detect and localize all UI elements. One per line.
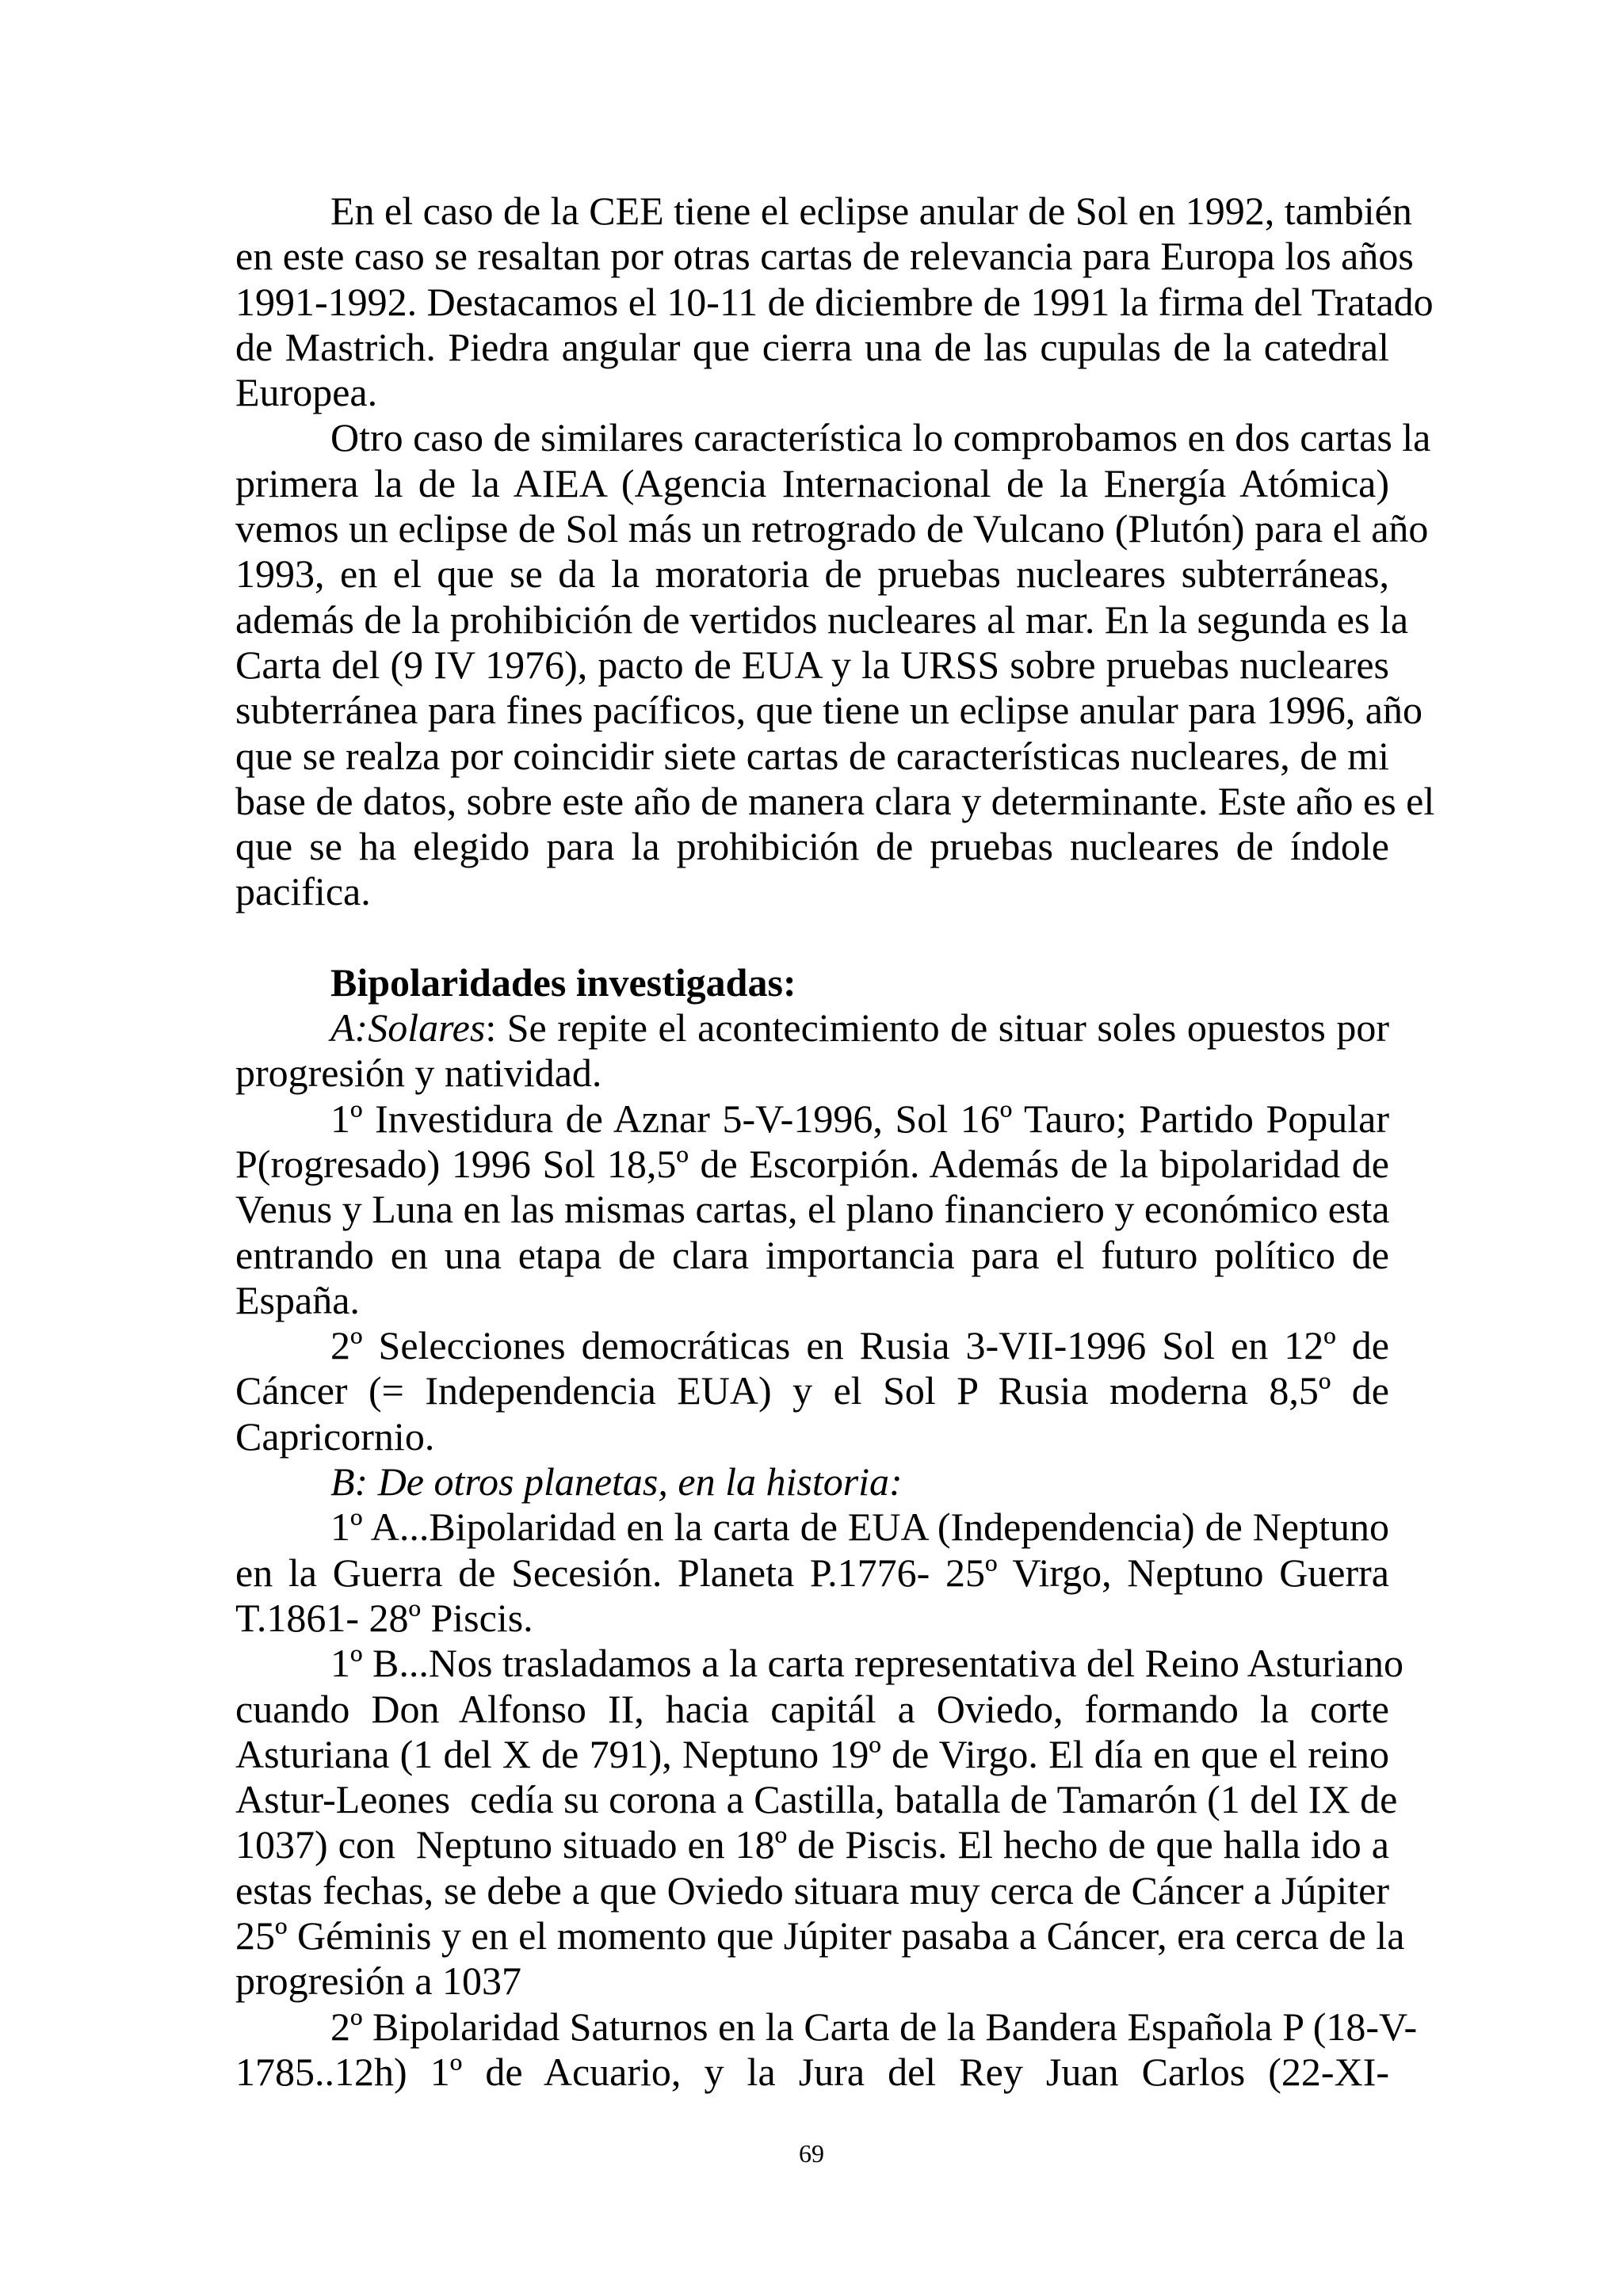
text-line: 1º B...Nos trasladamos a la carta representativa del Reino Asturiano bbox=[330, 1641, 1403, 1686]
text-segment: : Se repite el acontecimiento de situar soles opuestos por bbox=[485, 1005, 1389, 1051]
text-line: además de la prohibición de vertidos nucleares al mar. En la segunda es la bbox=[235, 597, 1409, 642]
text-line: Asturiana (1 del X de 791), Neptuno 19º de Virgo. El día en que el reino bbox=[235, 1731, 1389, 1776]
text-line: primera la de la AIEA (Agencia Internacional de la Energía Atómica) bbox=[235, 460, 1389, 505]
text-line: Capricornio. bbox=[235, 1413, 435, 1459]
page-body bbox=[235, 189, 1435, 2095]
text-line: que se ha elegido para la prohibición de pruebas nucleares de índole bbox=[235, 824, 1389, 869]
text-line: Venus y Luna en las mismas cartas, el plano financiero y económico esta bbox=[235, 1187, 1390, 1232]
text-line: Astur-Leones cedía su corona a Castilla, batalla de Tamarón (1 del IX de bbox=[235, 1777, 1398, 1822]
text-line: base de datos, sobre este año de manera clara y determinante. Este año es el bbox=[235, 778, 1435, 823]
text-line: en este caso se resaltan por otras cartas de relevancia para Europa los años bbox=[235, 234, 1414, 279]
text-line: P(rogresado) 1996 Sol 18,5º de Escorpión. Además de la bipolaridad de bbox=[235, 1141, 1389, 1186]
text-line: vemos un eclipse de Sol más un retrogrado de Vulcano (Plutón) para el año bbox=[235, 506, 1429, 551]
text-line: progresión a 1037 bbox=[235, 1958, 522, 2004]
text-line: Otro caso de similares característica lo comprobamos en dos cartas la bbox=[330, 415, 1431, 460]
text-line: Europea. bbox=[235, 370, 378, 415]
text-line: España. bbox=[235, 1277, 360, 1322]
text-line: Cáncer (= Independencia EUA) y el Sol P Rusia moderna 8,5º de bbox=[235, 1368, 1389, 1413]
italic-label: A:Solares bbox=[330, 1005, 486, 1051]
page-number: 69 bbox=[799, 2139, 824, 2168]
text-line: subterránea para fines pacíficos, que tiene un eclipse anular para 1996, año bbox=[235, 688, 1423, 733]
text-line: entrando en una etapa de clara importancia para el futuro político de bbox=[235, 1232, 1389, 1277]
text-line: progresión y natividad. bbox=[235, 1051, 602, 1096]
text-line: 2º Bipolaridad Saturnos en la Carta de la Bandera Española P (18-V- bbox=[330, 2004, 1418, 2049]
section-heading: Bipolaridades investigadas: bbox=[330, 959, 796, 1005]
text-line: 25º Géminis y en el momento que Júpiter pasaba a Cáncer, era cerca de la bbox=[235, 1913, 1405, 1958]
text-line: 1991-1992. Destacamos el 10-11 de diciembre de 1991 la firma del Tratado bbox=[235, 279, 1434, 324]
paragraph-gap bbox=[235, 915, 1389, 960]
text-line: pacifica. bbox=[235, 869, 371, 914]
text-line: 1º Investidura de Aznar 5-V-1996, Sol 16º Tauro; Partido Popular bbox=[330, 1096, 1389, 1141]
text-line: que se realza por coincidir siete cartas de características nucleares, de mi bbox=[235, 733, 1389, 778]
text-line: 1993, en el que se da la moratoria de pruebas nucleares subterráneas, bbox=[235, 551, 1389, 597]
text-line: 1º A...Bipolaridad en la carta de EUA (Independencia) de Neptuno bbox=[330, 1505, 1389, 1550]
text-line: 1785..12h) 1º de Acuario, y la Jura del Rey Juan Carlos (22-XI- bbox=[235, 2049, 1389, 2094]
text-line: Carta del (9 IV 1976), pacto de EUA y la URSS sobre pruebas nucleares bbox=[235, 642, 1389, 687]
text-line bbox=[235, 1005, 1389, 1051]
text-line: 1037) con Neptuno situado en 18º de Piscis. El hecho de que halla ido a bbox=[235, 1822, 1389, 1867]
text-line: de Mastrich. Piedra angular que cierra una de las cupulas de la catedral bbox=[235, 324, 1389, 369]
text-line: 2º Selecciones democráticas en Rusia 3-VII-1996 Sol en 12º de bbox=[330, 1323, 1389, 1368]
text-line: En el caso de la CEE tiene el eclipse anular de Sol en 1992, también bbox=[330, 189, 1412, 233]
text-line: estas fechas, se debe a que Oviedo situara muy cerca de Cáncer a Júpiter bbox=[235, 1867, 1389, 1913]
text-line: T.1861- 28º Piscis. bbox=[235, 1595, 533, 1640]
text-line: cuando Don Alfonso II, hacia capitál a Oviedo, formando la corte bbox=[235, 1686, 1389, 1731]
subsection-heading: B: De otros planetas, en la historia: bbox=[330, 1459, 903, 1505]
text-line: en la Guerra de Secesión. Planeta P.1776- 25º Virgo, Neptuno Guerra bbox=[235, 1550, 1389, 1595]
